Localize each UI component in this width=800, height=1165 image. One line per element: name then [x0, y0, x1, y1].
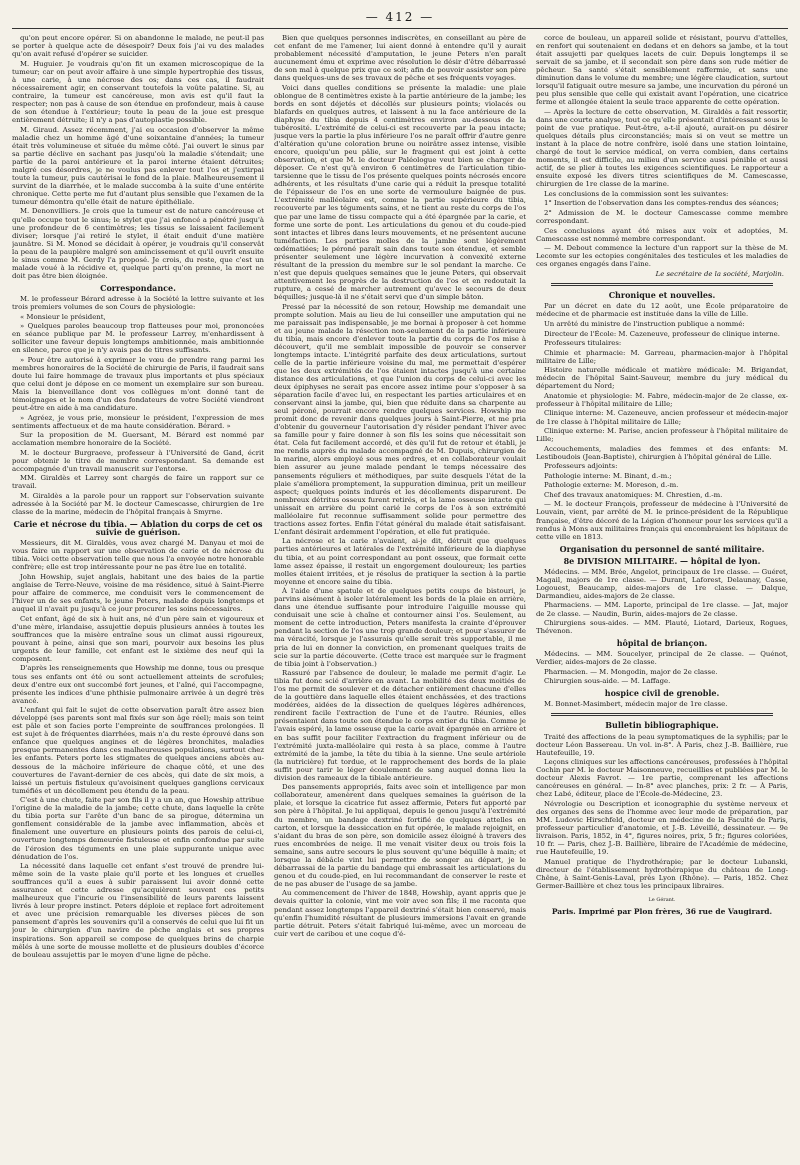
column-left	[12, 34, 264, 1155]
paragraph: Histoire naturelle médicale et matière médicale: M. Brigandat, médecin de l'hôpital Saint-Sauveur, membre du jury médical du département du Nord;	[536, 366, 788, 391]
columns	[12, 34, 788, 1155]
paragraph: M. Bonnet-Masimbert, médecin major de 1re classe.	[544, 700, 728, 709]
paragraph: — M. le docteur François, professeur de médecine à l'Université de Louvain, vient, par arrêté de M. le prince-président de la République française, d'être décoré de la Légion d'honneur pour les services qu'il a rendus à Mons aux militaires français qui encombraient les hôpitaux de cette ville en 1813.	[536, 500, 788, 541]
paragraph: Névrologie ou Description et iconographie du système nerveux et des organes des sens de l'homme avec leur mode de préparation, par MM. Ludovic Hirschfeld, docteur en médecine de la Faculté de Paris, professeur particulier d'anatomie, et J.-B. Léveillé, dessinateur. — 9e livraison. Paris, 1852, in 4°, figures noires, prix, 5 fr.; figures coloriées, 10 fr. — Paris, chez J.-B. Baillière, libraire de l'Académie de médecine, rue Hautefeuille, 19.	[536, 799, 788, 857]
paragraph: La nécessité dans laquelle cet enfant s'est trouvé de prendre lui-même soin de la vaste plaie qu'il porte et les longues et cruelles souffrances qu'il a eues à subir paraissent lui avoir donné cette assurance et cette adresse qu'acquièrent souvent ces petits malheureux que l'incurie ou l'insensibilité de leurs parents laissent livrés à leur propre instinct. Peters déploie et replace fort adroitement et avec une précision remarquable les diverses pièces de son pansement d'après les souvenirs qu'il a conservés de celui que lui fit un jour le chirurgien d'un navire de pêche anglais et ses propres inspirations. Son appareil se compose de quelques brins de charpie mêlés à une sorte de mousse mollette et de plusieurs doubles d'écorce de bouleau assujettis par le moyen d'une ligne de pêche.	[12, 862, 264, 959]
paragraph: Médecins. — MM. Soucelyer, principal de 2e classe. — Quénot, Verdier, aides-majors de 2e classe.	[536, 650, 788, 667]
paragraph: Chirurgien sous-aide. — M. Laffage.	[544, 677, 671, 686]
paragraph: Un arrêté du ministre de l'instruction publique a nommé:	[544, 320, 745, 328]
section-divider	[551, 283, 773, 286]
paragraph: qu'on peut encore opérer. Si on abandonne le malade, ne peut-il pas se porter à quelque acte de désespoir? Deux fois j'ai vu des malades qu'on avait refusé d'opérer se suicider.	[12, 34, 264, 59]
paragraph: 2° Admission de M. le docteur Camescasse comme membre correspondant.	[536, 208, 788, 226]
paragraph: M. Giraud. Assez récemment, j'ai eu occasion d'observer la même maladie chez un homme âgé d'une soixantaine d'années; la tumeur était très volumineuse et située du même côté. J'ai ouvert le sinus par sa partie déclive en sachant pas jusqu'où la maladie s'étendait; une partie de la paroi antérieure et la paroi interne étaient détruites; malgré ces désordres, je ne voulus pas enlever tout l'os et j'extirpai toute la tumeur, puis cautérisai le fond de la plaie. Malheureusement il survint de la diarrhée, et le malade succomba à la suite d'une entérite chronique. Cette perte me fut d'autant plus sensible que l'examen de la tumeur démontra qu'elle était de nature épithéliale.	[12, 125, 264, 206]
paragraph: Professeurs titulaires:	[544, 339, 622, 348]
paragraph: Au commencement de l'hiver de 1848, Howship, ayant appris que je devais quitter la colonie, vint me voir avec son fils; il me raconta que pendant assez longtemps l'appareil dextriné s'était bien conservé, mais qu'enfin l'humidité résultant de plusieurs immersions l'avait en grande partie détruit. Peters s'était fabriqué lui-même, avec un morceau de cuir vert de caribou et une coque d'é-	[274, 889, 526, 938]
section-heading: Organisation du personnel de santé militaire.	[559, 543, 765, 554]
paragraph: M. Huguier. Je voudrais qu'on fit un examen microscopique de la tumeur; car on peut avoir affaire à une simple hypertrophie des tissus, à une carie, à une nécrose des os; dans ces cas, il faudrait nécessairement agir, en conservant toutefois la voûte palatine. Si, au contraire, la tumeur est cancéreuse, mon avis est qu'il faut la respecter; non pas à cause de son étendue en profondeur, mais à cause de son étendue à l'extérieur; toute la peau de la joue est presque entièrement détruite; il n'y a pas d'autoplastie possible.	[12, 59, 264, 124]
section-heading: 8e DIVISION MILITAIRE. — hôpital de lyon.	[563, 555, 761, 566]
paragraph: Chimie et pharmacie: M. Garreau, pharmacien-major à l'hôpital militaire de Lille;	[536, 348, 788, 365]
gerant-label: Le Gérant.	[648, 896, 676, 903]
paragraph: Pharmacien. — M. Mongodin, major de 2e classe.	[544, 667, 718, 676]
paragraph: M. Denonvilliers. Je crois que la tumeur est de nature cancéreuse et qu'elle occupe tout le sinus; le stylet que j'ai enfoncé a pénétré jusqu'à une profondeur de 6 centimètres; les tissus se laissaient facilement diviser; lorsque j'ai retiré le stylet, il était enduit d'une matière jaunâtre. Si M. Monod se décidait à opérer, je voudrais qu'il conservât la peau de la paupière malgré son amincissement et qu'il ouvrît ensuite le sinus comme M. Gerdy l'a proposé. Je crois, du reste, que c'est un malade voué à la récidive et, quelque parti qu'on prenne, la mort ne doit pas être bien éloignée.	[12, 207, 264, 280]
paragraph: corce de bouleau, un appareil solide et résistant, pourvu d'attelles, en renfort qui soutenaient en dedans et en dehors sa jambe, et la tout était assujetti par quelques lacets de cuir. Depuis longtemps il se servait de sa jambe, et il secondait son père dans son rude métier de pêcheur. Sa santé s'était sensiblement raffermie, et sans une diminution dans le volume du membre; une légère claudication, surtout lorsqu'il fatiguait outre mesure sa jambe, une incurvation du péroné un peu plus sensible que celle qui existait avant l'opération, une cicatrice ferme et allongée étaient la seule trace apparente de cette opération.	[536, 34, 788, 107]
signature-line: Le secrétaire de la société, Marjolin.	[655, 270, 784, 279]
paragraph: Les conclusions de la commission sont les suivantes:	[544, 189, 729, 198]
paragraph: Bien que quelques personnes indiscrètes, en conseillant au père de cet enfant de me l'amener, lui aient donné à entendre qu'il y aurait probablement nécessité d'amputation, le jeune Peters n'en paraît aucunement ému et exprime avec résolution le désir d'être débarrassé de son mal à quelque prix que ce soit; afin de pouvoir assister son père dans quelques-uns de ses travaux de pêche et ses fréquents voyages.	[274, 34, 526, 83]
paragraph: Messieurs, dit M. Giraldès, vous avez chargé M. Danyau et moi de vous faire un rapport sur une observation de carie et de nécrose du tibia. Voici cette observation telle que nous l'a envoyée notre honorable confrère; elle est trop intéressante pour ne pas être lue en totalité.	[12, 539, 264, 572]
page-number: — 412 —	[365, 10, 435, 24]
header-rule	[12, 28, 788, 29]
paragraph: Leçons cliniques sur les affections cancéreuses, professées à l'hôpital Cochin par M. le docteur Maisonneuve, recueillies et publiées par M. le docteur Alexis Favrot. — 1re partie, comprenant les affections cancéreuses en général. — In-8° avec planches, prix: 2 fr. — À Paris, chez Labé, éditeur, place de l'École-de-Médecine, 23.	[536, 758, 788, 799]
paragraph: M. le professeur Bérard adresse à la Société la lettre suivante et les trois premiers volumes de son Cours de physiologie:	[12, 294, 264, 311]
paragraph: D'après les renseignements que Howship me donne, tous ou presque tous ses enfants ont été ou sont actuellement atteints de scrofules; deux d'entre eux ont succombé fort jeunes, et l'aîné, qui l'accompagne, présente les indices d'une phthisie pulmonaire arrivée à un degré très avancé.	[12, 664, 264, 705]
section-heading: Carie et nécrose du tibia. — Ablation du corps de cet os suivie de guérison.	[13, 519, 263, 538]
paragraph: Pathologie interne: M. Binant, d.-m.;	[544, 471, 672, 480]
paragraph: Professeurs adjoints:	[544, 462, 618, 471]
paragraph: Clinique externe: M. Parise, ancien professeur à l'hôpital militaire de Lille;	[536, 427, 788, 444]
paragraph: M. le docteur Burgraeve, professeur à l'Université de Gand, écrit pour obtenir le titre de membre correspondant. Sa demande est accompagnée d'un travail manuscrit sur l'entorse.	[12, 448, 264, 473]
section-heading: Correspondance.	[100, 282, 176, 293]
paragraph: La nécrose et la carie n'avaient, ai-je dit, détruit que quelques parties antérieures et latérales de l'extrémité inférieure de la diaphyse du tibia, et au point correspondant au pont osseux, que formait cette lame assez épaisse, il restait un engorgement douloureux; les parties molles étaient irritées, et je résolus de pratiquer la section à la partie moyenne et encore saine du tibia.	[274, 537, 526, 586]
paragraph: Clinique interne: M. Cazeneuve, ancien professeur et médecin-major de 1re classe à l'hôpital militaire de Lille;	[536, 409, 788, 426]
paragraph: Pharmaciens. — MM. Laporte, principal de 1re classe. — Jat, major de 2e classe. — Naudin, Burin, aides-majors de 2e classe.	[536, 601, 788, 618]
paragraph: Sur la proposition de M. Guersant, M. Bérard est nommé par acclamation membre honoraire de la Société.	[12, 431, 264, 448]
paragraph: 1° Insertion de l'observation dans les comptes-rendus des séances;	[544, 199, 779, 208]
paragraph: Chef des travaux anatomiques: M. Chrestien, d.-m.	[544, 490, 723, 499]
paragraph: Voici dans quelles conditions se présente la maladie: une plaie oblongue de 8 centimètres existe à la partie antérieure de la jambe; les bords en sont déjetés et décollés sur plusieurs points; violacés ou blafards en quelques autres, et laissent à nu la face antérieure de la diaphyse du tibia depuis 4 centimètres environ au-dessous de la tubérosité. L'extrémité de celui-ci est recouverte par la peau intacte; jusque vers la partie la plus inférieure l'os ne paraît offrir d'autre genre d'altération qu'une coloration brune ou noirâtre assez intense, visible encore, quoiqu'un peu pâlie, sur le fragment qui est joint à cette observation, et que M. le docteur Paléologue veut bien se charger de déposer. Ce n'est qu'à environ 6 centimètres de l'articulation tibio-tarsienne que le tissu de l'os présente quelques points nécrosés encore adhérents, et les résultats d'une carie qui a réduit la presque totalité de l'épaisseur de l'os en une sorte de vermoulure baignée de pus. L'extrémité malléolaire est, comme la partie supérieure du tibia, recouverte par les téguments sains, et ne tient au reste du corps de l'os que par une lame de tissu compacte qui a été épargnée par la carie, et forme une sorte de pont. Les articulations du genou et du coude-pied sont intactes et libres dans leurs mouvements, et ne présentent aucune tuméfaction. Les parties molles de la jambe sont légèrement œdématiées; le péroné paraît sain dans toute son étendue, et semble présenter seulement une légère incurvation à convexité externe résultant de la pression du membre sur le sol pendant la marche. Ce n'est que depuis quelques semaines que le jeune Peters, qui observait attentivement les progrès de la destruction de l'os et en redoutait la rupture, a cessé de marcher autrement qu'avec le secours de deux béquilles; jusque-là il ne s'était servi que d'un simple bâton.	[274, 83, 526, 301]
paragraph: Manuel pratique de l'hydrothérapie; par le docteur Lubanski, directeur de l'établissement hydrothérapique du château de Long-Chêne, à Saint-Genis-Laval, près Lyon (Rhône). — Paris, 1852. Chez Germer-Baillière et chez tous les principaux libraires.	[536, 857, 788, 890]
column-right	[536, 34, 788, 1155]
section-divider	[551, 713, 773, 716]
paragraph: Pathologie externe: M. Moreson, d.-m.	[544, 481, 679, 490]
paragraph: Médecins. — MM. Brée, Angelot, principaux de 1re classe. — Guéret, Magail, majors de 1re classe. — Durant, Laforest, Delaunay, Casse, Logouest, Beaucamp, aides-majors de 1re classe. — Dalque, Darmandieu, aides-majors de 2e classe.	[536, 567, 788, 600]
paragraph: Traité des affections de la peau symptomatiques de la syphilis; par le docteur Léon Bassereau. Un vol. in-8°. À Paris, chez J.-B. Baillière, rue Hautefeuille, 19.	[536, 732, 788, 757]
paragraph: M. Giraldès a la parole pour un rapport sur l'observation suivante adressée à la Société par M. le docteur Camescasse, chirurgien de 1re classe de la marine, médecin de l'hôpital français à Smyrne.	[12, 492, 264, 517]
printer-imprint: Paris. Imprimé par Plon frères, 36 rue de Vaugirard.	[551, 906, 773, 916]
paragraph: Rassuré par l'absence de douleur, le malade me permit d'agir. Le tibia fut donc scié d'arrière en avant. La mobilité des deux moitiés de l'os me permit de soulever et de détacher entièrement chacune d'elles de la gouttière dans laquelle elles étaient enchâssées, et des tractions modérées, aidées de la dissection de quelques légères adhérences, rendirent facile l'extraction de l'une et de l'autre. Réunies, elles présentaient dans toute son étendue le corps entier du tibia. Comme je l'avais espéré, la lame osseuse que la carie avait épargnée en arrière et en bas suffit pour faciliter l'extraction du fragment inférieur ou de l'extrémité juxta-malléolaire qui resta à sa place, comme à l'autre extrémité de la jambe, la tête du tibia à la sienne. Une seule artériole (la nutricière) fut tordue, et le rapprochement des bords de la plaie suffit pour tarir le léger écoulement de sang auquel donna lieu la division des rameaux de la tibiale antérieure.	[274, 669, 526, 782]
section-heading: hôpital de briançon.	[616, 638, 708, 649]
section-heading: Chronique et nouvelles.	[608, 290, 716, 301]
paragraph: John Howship, sujet anglais, habitant une des baies de la partie anglaise de Terre-Neuve, voisine de ma résidence, situé à Saint-Pierre pour affaire de commerce, me conduisit vers le commencement de l'hiver un de ses enfants, le jeune Peters, malade depuis longtemps et auquel il n'avait pu jusqu'à ce jour procurer les soins nécessaires.	[12, 572, 264, 614]
paragraph: « Monsieur le président,	[20, 312, 106, 321]
paragraph: — Après la lecture de cette observation, M. Giraldès a fait ressortir, dans une courte analyse, tout ce qu'elle présentait d'intéressant sous le point de vue pratique. Peut-être, a-t-il ajouté, aurait-on pu désirer quelques détails plus circonstanciés; mais si on veut se mettre un instant à la place de notre confrère, isolé dans une station lointaine, chargé de tout le service médical, on verra combien, dans certains moments, il est difficile, au milieu d'un service aussi pénible et aussi actif, de se plier à toutes les exigences scientifiques. Le rapporteur a ensuite exposé les divers titres scientifiques de M. Camescasse, chirurgien de 1re classe de la marine.	[536, 107, 788, 189]
paragraph: Pressé par la nécessité de son retour, Howship me demandait une prompte solution. Mais au lieu de lui conseiller une amputation qui ne me paraissait pas indispensable, je me bornai à proposer à cet homme et au jeune malade la résection non-seulement de la partie inférieure du tibia, mais encore d'enlever toute la partie du corps de l'os mise à découvert, qu'il me semblait impossible de pouvoir se conserver longtemps intacte. L'intégrité parfaite des deux articulations, surtout celle de la partie inférieure voisine du mal, me permettait d'espérer que les deux extrémités de l'os étaient intactes jusqu'à une certaine distance des articulations, et que l'union du corps de celui-ci avec les deux épiphyses ne serait pas encore assez intime pour s'opposer à sa séparation facile d'avec lui, en respectant les parties articulaires et en conservant ainsi la jambe, qui, bien que réduite dans sa charpente au seul péroné, pourrait encore rendre quelques services. Howship me promit donc de revenir dans quelques jours à Saint-Pierre, et me pria d'obtenir du gouverneur l'autorisation d'y résider pendant l'hiver avec sa famille pour y faire donner à son fils les soins que nécessitait son état. Cela fut facilement accordé, et dès qu'il fut de retour et établi, je me rendis auprès du malade accompagné de M. Dupuis, chirurgien de la marine, alors employé sous mes ordres, et en collaborateur voulait bien assurer au jeune malade pendant le temps nécessaire des pansements réguliers et méthodiques, par suite desquels l'état de la plaie s'améliora promptement, la suppuration diminua, prit un meilleur aspect; quelques points indurés et les décollements disparurent. De nombreux détritus osseux furent retirés, et la lame osseuse intacte qui unissait en arrière du point carié le corps de l'os à son extrémité malléolaire fut reconnue suffisamment solide pour permettre des tractions assez fortes. Enfin l'état général du malade était satisfaisant. L'enfant désirait ardemment l'opération, et elle fut pratiquée.	[274, 302, 526, 536]
paragraph: À l'aide d'une spatule et de quelques petits coups de bistouri, je parvins aisément à isoler latéralement les bords de la plaie en arrière, dans une étendue suffisante pour introduire l'aiguille mousse qui conduisait une scie à chaîne et contourner ainsi l'os. Seulement, au moment de cette introduction, Peters manifesta la crainte d'éprouver pendant la section de l'os une trop grande douleur; et pour s'assurer de ma véracité, lorsque je l'assurais qu'elle serait très supportable, il me pria de lui en donner la conviction, en promenant quelques traits de scie sur la partie découverte. (Cette trace est marquée sur le fragment de tibia joint à l'observation.)	[274, 587, 526, 668]
paragraph: Anatomie et physiologie: M. Fabre, médecin-major de 2e classe, ex-professeur à l'hôpital militaire de Lille;	[536, 391, 788, 408]
paragraph: Accouchements, maladies des femmes et des enfants: M. Lestiboudois (Jean-Baptiste), chirurgien à l'hôpital général de Lille.	[536, 444, 788, 461]
paragraph: Ces conclusions ayant été mises aux voix et adoptées, M. Camescasse est nommé membre correspondant.	[536, 226, 788, 243]
paragraph: Des pansements appropriés, faits avec soin et intelligence par mon collaborateur, amenèrent dans quelques semaines la guérison de la plaie, et lorsque la cicatrice fut assez affermie, Peters fut apporté par son père à l'hôpital. Je lui appliquai, depuis le genou jusqu'à l'extrémité du membre, un bandage dextriné fortifié de quelques attelles en carton, et lorsque la dessiccation en fut opérée, le malade rejoignit, en s'aidant du bras de son père, son domicile assez éloigné à travers des rues encombrées de neige. Il me venait visiter deux ou trois fois la semaine, sans autre secours le plus souvent qu'une béquille à main; et lorsque la débâcle vint lui permettre de songer au départ, je le débarrassai de la partie du bandage qui embrassait les articulations du genou et du coude-pied, en lui recommandant de conserver le reste et de ne pas abuser de l'usage de sa jambe.	[274, 783, 526, 888]
paragraph: » Quelques paroles beaucoup trop flatteuses pour moi, prononcées en séance publique par M. le professeur Larrey, m'enhardissent à solliciter une faveur depuis longtemps ambitionnée, mais ambitionnée en silence, parce que je n'y avais pas de titres suffisants.	[12, 322, 264, 355]
paragraph: Cet enfant, âgé de six à huit ans, né d'un père sain et vigoureux et d'une mère, irlandaise, assujettie depuis plusieurs années à toutes les souffrances que la misère entraîne sous un climat aussi rigoureux, pouvant à peine, ainsi que son mari, pourvoir aux besoins les plus urgents de leur famille, cet enfant est le sixième des neuf qui la composent.	[12, 614, 264, 663]
paragraph: Chirurgiens sous-aides. — MM. Plauté, Liotard, Darieux, Rogues, Thévenon.	[536, 619, 788, 636]
column-middle	[274, 34, 526, 1155]
paragraph: — M. Debout commence la lecture d'un rapport sur la thèse de M. Lecomte sur les ectopies congénitales des testicules et les maladies de ces organes engagés dans l'aine.	[536, 244, 788, 269]
paragraph: C'est à une chute, faite par son fils il y a un an, que Howship attribue l'origine de la maladie de la jambe; cette chute, dans laquelle la crête du tibia porta sur l'arête d'un banc de sa pirogue, détermina un gonflement considérable de la jambe avec inflammation, abcès et finalement une ouverture en plusieurs points des parois de celui-ci, ouverture longtemps demeurée fistuleuse et enfin confondue par suite de l'érosion des téguments en une plaie suppurante unique avec dénudation de l'os.	[12, 796, 264, 861]
section-heading: hospice civil de grenoble.	[604, 688, 720, 699]
paragraph: MM. Giraldès et Larrey sont chargés de faire un rapport sur ce travail.	[12, 474, 264, 491]
paragraph: » Agréez, je vous prie, monsieur le président, l'expression de mes sentiments affectueux et de ma haute considération. Bérard. »	[12, 413, 264, 430]
paragraph: » Pour être autorisé à exprimer le vœu de prendre rang parmi les membres honoraires de la Société de chirurgie de Paris, il faudrait sans doute lui faire hommage de travaux plus importants et plus spéciaux que celui dont je dépose en ce moment un exemplaire sur son bureau. Mais la bienveillance dont vos collègues m'ont donné tant de témoignages et le nom d'un des fondateurs de votre Société viendront peut-être en aide à ma candidature.	[12, 355, 264, 413]
paragraph: L'enfant qui fait le sujet de cette observation paraît être assez bien développé (ses parents sont mal fixés sur son âge réel); mais son teint est pâle et son facies porte l'empreinte de souffrances prolongées. Il est sujet à de fréquentes diarrhées, mais n'a du reste éprouvé dans son enfance que quelques angines et de légères bronchites, maladies presque permanentes dans ces malheureuses populations, surtout chez les enfants. Peters porte les stigmates de quelques anciens abcès au-dessous de la mâchoire inférieure de chaque côté, et une des couvertures de l'avant-dernier de ces abcès, qui date de six mois, a laissé un pertuis fistuleux qu'avoisinent quelques ganglions cervicaux tuméfiés et un décollement peu étendu de la peau.	[12, 706, 264, 795]
paragraph: Directeur de l'École: M. Cazeneuve, professeur de clinique interne.	[544, 329, 780, 338]
section-heading: Bulletin bibliographique.	[605, 720, 719, 731]
paragraph: Par un décret en date du 12 août, une École préparatoire de médecine et de pharmacie est instituée dans la ville de Lille.	[536, 302, 788, 319]
